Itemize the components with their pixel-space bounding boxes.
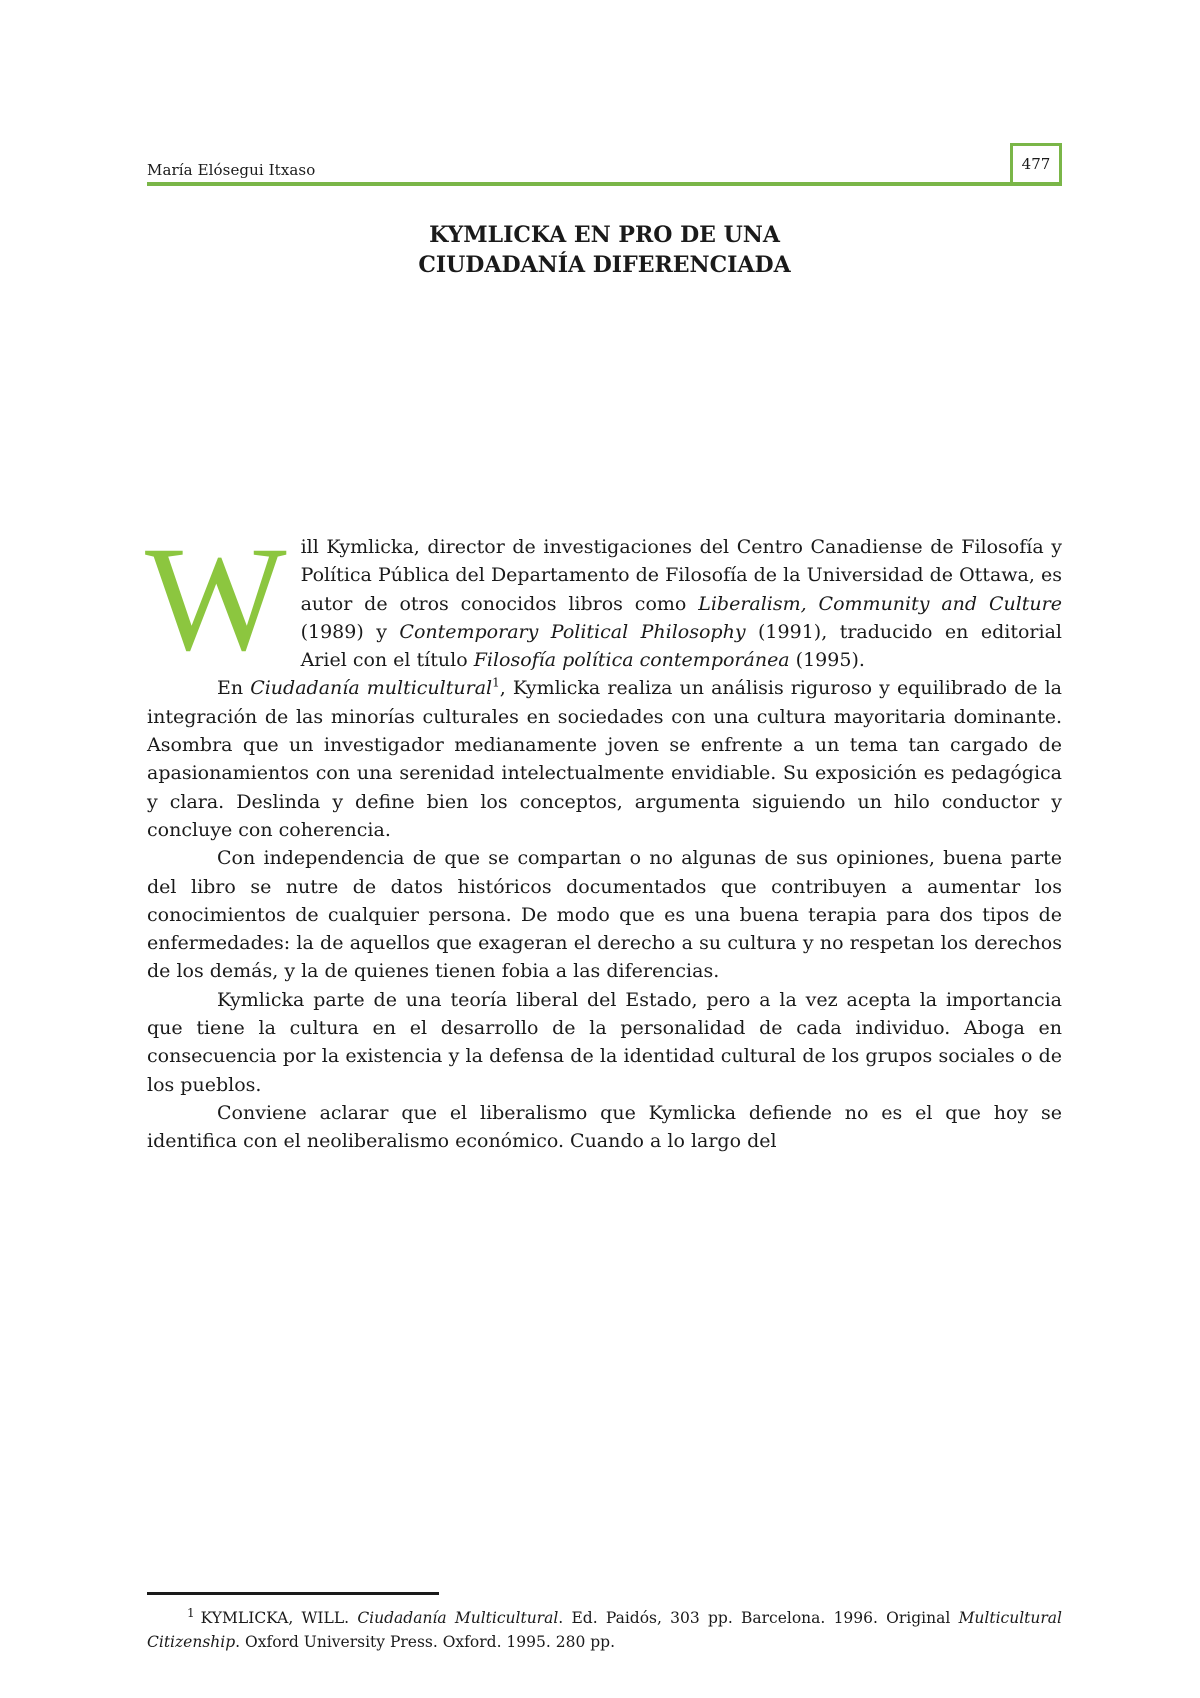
paragraph-text: (1991), traducido en editorial Ariel con el título xyxy=(300,620,1062,672)
paragraph-text: (1989) y xyxy=(300,620,400,643)
title-line-2: CIUDADANÍA DIFERENCIADA xyxy=(418,252,791,278)
header-rule xyxy=(147,182,1062,186)
paragraph-text: En xyxy=(217,677,251,700)
page-number-box xyxy=(1010,143,1062,182)
article-title xyxy=(147,220,1062,280)
paragraph-2 xyxy=(147,674,1062,844)
paragraph-4: Kymlicka parte de una teoría liberal del Estado, pero a la vez acepta la importancia que tiene la cultura en el desarrollo de la personalidad de cada individuo. Aboga en consecuencia por la existencia y la defensa de la identidad cultural de los grupos sociales o de los pueblos. xyxy=(147,988,1062,1096)
footnote-number: 1 xyxy=(187,1605,195,1620)
book-title: Multicultural Citizenship xyxy=(147,1609,1062,1651)
footnote-text: . Ed. Paidós, 303 pp. Barcelona. 1996. Original xyxy=(558,1609,959,1627)
book-title: Contemporary Political Philosophy xyxy=(399,620,746,643)
paragraph-5: Conviene aclarar que el liberalismo que Kymlicka defiende no es el que hoy se identifica con el neoliberalismo económico. Cuando a lo largo del xyxy=(147,1101,1062,1153)
paragraph-3: Con independencia de que se compartan o no algunas de sus opiniones, buena parte del libro se nutre de datos históricos documentados que contribuyen a aumentar los conocimientos de cualquier persona. De modo que es una buena terapia para dos tipos de enfermedades: la de aquellos que exageran el derecho a su cultura y no respetan los derechos de los demás, y la de quienes tienen fobia a las diferencias. xyxy=(147,847,1062,983)
article-body xyxy=(145,516,1062,1156)
paragraph-text: , Kymlicka realiza un análisis riguroso y equilibrado de la integración de las minorías culturales en sociedades con una cultura mayoritaria dominante. Asombra que un investigador medianamente joven se enfrente a un tema tan cargado de apasionamientos con una serenidad intelectualmente envidiable. Su exposición es pedagógica y clara. Deslinda y define bien los conceptos, argumenta siguiendo un hilo conductor y concluye con coherencia. xyxy=(147,677,1062,841)
footnote-text: . Oxford University Press. Oxford. 1995. 280 pp. xyxy=(235,1633,616,1651)
running-header xyxy=(147,143,1062,187)
drop-cap: W xyxy=(145,516,287,682)
book-title: Filosofía política contemporánea xyxy=(473,649,790,672)
title-line-1: KYMLICKA EN PRO DE UNA xyxy=(429,222,780,248)
header-author: María Elósegui Itxaso xyxy=(147,161,316,179)
paragraph-text: (1995). xyxy=(789,649,865,672)
paragraph-1 xyxy=(145,516,1062,682)
book-title: Ciudadanía Multicultural xyxy=(357,1609,559,1627)
book-title: Liberalism, Community and Culture xyxy=(698,592,1062,615)
footnote xyxy=(147,1606,1062,1654)
page-number: 477 xyxy=(1021,155,1051,173)
footnote-separator xyxy=(147,1592,439,1595)
paragraph-text: ill Kymlicka, director de investigaciones del Centro Canadiense de Filosofía y Política Pública del Departamento de Filosofía de la Universidad de Ottawa, es autor de otros conocidos libros como xyxy=(300,536,1062,615)
footnote-text: KYMLICKA, WILL. xyxy=(200,1609,358,1627)
footnote-reference[interactable]: 1 xyxy=(492,676,500,691)
book-title: Ciudadanía multicultural xyxy=(250,677,493,700)
